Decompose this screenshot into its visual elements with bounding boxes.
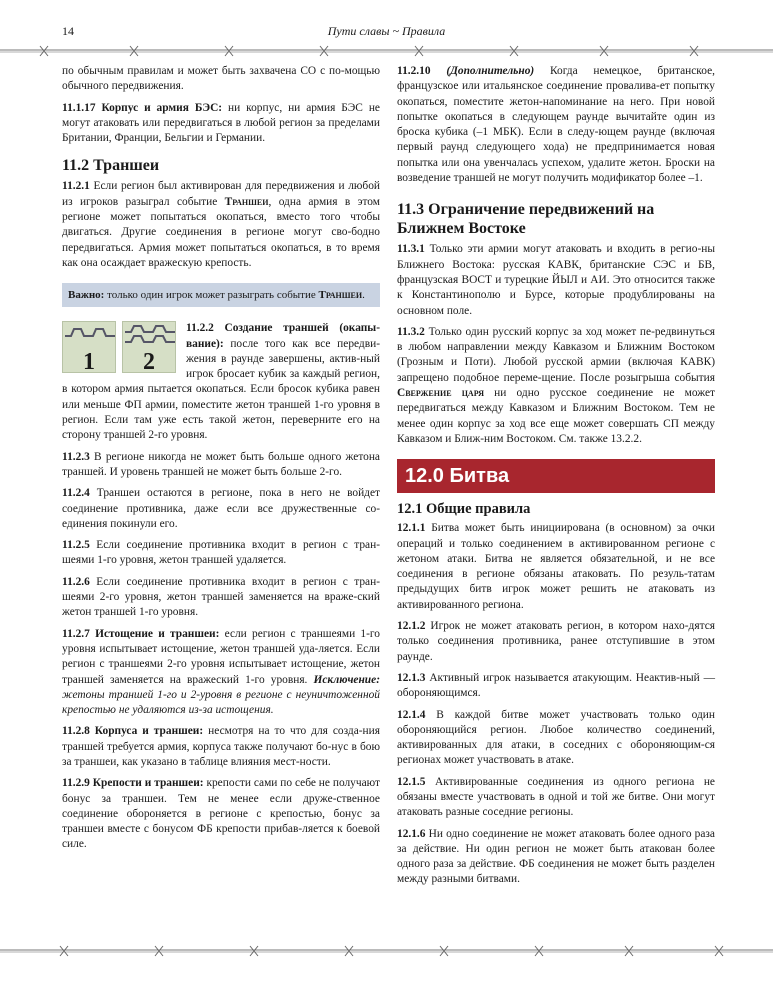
- rule-text: Если соединение противника входит в регион с тран-шеями 2-го уровня, жетон траншей заменяется на враже-ский жетон траншей 1-го уровня.: [62, 575, 380, 619]
- rule-text: В каждой битве может участвовать только один обороняющийся регион. Любое количество соединений, активированных для атаки, в соседних с обороняющим-ся регионах может участвовать в атаке.: [397, 708, 715, 767]
- page-number: 14: [62, 24, 74, 38]
- rule-number: 11.2.8 Корпуса и траншеи:: [62, 725, 204, 738]
- rule-12-1-6: [397, 827, 715, 888]
- rule-12-1-3: [397, 671, 715, 702]
- note-label: Важно:: [68, 289, 105, 302]
- rule-11-2-3: [62, 450, 380, 481]
- rule-number: 12.1.6: [397, 827, 426, 840]
- rule-12-1-1: [397, 521, 715, 613]
- rule-12-1-5: [397, 775, 715, 821]
- trench-marker-level-2: [122, 321, 176, 373]
- rule-text: Активированные соединения из одного региона не обязаны вместе участвовать в одной и той же битве. Они могут атаковать разные соседние регионы.: [397, 775, 715, 819]
- rule-text: Ни одно соединение не может атаковать более одного раза за действие. Ни один регион не может быть атакован более одного раза за действие. ФБ соединения не может быть разделен между разными битвами.: [397, 827, 715, 886]
- rule-11-1-17: [62, 101, 380, 147]
- rule-number: 12.1.1: [397, 522, 426, 535]
- event-name: Траншеи: [224, 195, 269, 208]
- rule-11-3-2: [397, 325, 715, 447]
- section-heading-12-1: 12.1 Общие правила: [397, 501, 531, 518]
- rule-text: Активный игрок называется атакующим. Неактив-ный — обороняющимся.: [397, 671, 715, 700]
- rule-number: 11.2.4: [62, 487, 90, 500]
- rule-text: ни одно русское соединение не может передвигаться между Кавказом и Ближним Востоком. Тем не менее один корпус за ход все еще может совершать СП между Кавказом и Ближ-ним Востоком. См. также 13.2.2.: [397, 387, 715, 445]
- rule-text: после того как все передви-жения в раунде завершены, актив-ный игрок бросает кубик за каждый регион, в котором армия пытается окопаться. Если бросок кубика равен или меньше ФП армии, поместите жетон траншей 1-го уровня в регион. Если там уже есть такой жетон, переверните его на сторону траншей 2-го уровня.: [62, 337, 380, 442]
- rule-11-2-5: [62, 538, 380, 569]
- rule-11-2-4: [62, 486, 380, 532]
- rule-11-2-10: [397, 64, 715, 186]
- rule-11-2-7: [62, 627, 380, 719]
- rule-number: 12.1.5: [397, 775, 426, 788]
- trench-marker-level-1: [62, 321, 116, 373]
- barbed-wire-top: [0, 44, 773, 58]
- rule-text: Только эти армии могут атаковать и входить в регио-ны Ближнего Востока: русская КАВК, британские СЭС и БВ, французская ВОСТ и турецкие ЙЫЛ и АИ. Это относится также к Константинополю и Бурсе, которые продублированы на основном поле.: [397, 243, 715, 317]
- rule-text: Когда немецкое, британское, французское или итальянское соединение проваливa-ет попытку окопаться, поместите жетон-напоминание на него. При новой попытке окопаться в следующем раунде вычитайте один из броска кубика (–1 МБК). Если в следу-ющем раунде (включая первый раунд следующего хода) не предпринимается новая попытка или она увенчалась успехом, удалите жетон. Броски на возведение траншей не могут получить модификатор более –1.: [397, 65, 715, 185]
- rule-number: 11.1.17 Корпус и армия БЭС:: [62, 101, 223, 114]
- rule-number: 12.1.3: [397, 671, 426, 684]
- rule-number: 11.2.10: [397, 65, 431, 77]
- rule-11-2-1: [62, 179, 380, 271]
- rule-11-2-6: [62, 575, 380, 621]
- right-column: [397, 64, 715, 888]
- rule-text: Если соединение противника входит в регион с тран-шеями 1-го уровня, жетон траншей удаляется.: [62, 539, 380, 567]
- rule-number: 11.2.6: [62, 575, 90, 588]
- paragraph-continuation: по обычным правилам и может быть захвачена СО с по-мощью обычного передвижения.: [62, 65, 380, 93]
- rule-number: 12.1.4: [397, 708, 426, 721]
- trench-markers-image: [62, 321, 178, 373]
- rule-number: 11.2.3: [62, 450, 90, 463]
- rule-text: Только один русский корпус за ход может пе-редвинуться в любом направлении между Кавказом и Ближним Востоком (Грозным и Поти). Любой русской армии (включая КАВК) запрещено подобное переме-щение. После розыгрыша события: [397, 325, 715, 384]
- rule-11-2-8: [62, 724, 380, 770]
- marker-level-label: 1: [83, 348, 95, 375]
- note-text: .: [362, 289, 365, 302]
- rule-number: 11.2.5: [62, 539, 90, 552]
- rule-text: несмотря на то что для созда-ния траншей требуется армия, корпуса также получают бо-нус в бою за траншеи, как указано в таблице влияния мест-ности.: [62, 725, 380, 768]
- rule-text: крепости сами по себе не получают бонус за траншеи. Тем не менее если друже-ственное соединение обороняется в регионе с крепостью, бонус за траншеи вместе с бонусом ФБ крепости прибав-ляется к боевой силе.: [62, 777, 380, 851]
- chapter-banner-12: 12.0 Битва: [397, 459, 715, 493]
- event-name: Траншеи: [318, 289, 363, 302]
- rule-12-1-4: [397, 708, 715, 769]
- exception-text: жетоны траншей 1-го и 2-уровня в регионе с неуничтоженной крепостью не удаляются из-за истощения.: [62, 688, 380, 717]
- note-text: только один игрок может разыграть событие: [104, 289, 319, 302]
- rule-number: 11.3.2: [397, 325, 425, 338]
- rule-11-3-1: [397, 242, 715, 318]
- rule-number: 11.2.7 Истощение и траншеи:: [62, 627, 220, 640]
- rule-12-1-2: [397, 619, 715, 665]
- event-name: Свержение царя: [397, 387, 484, 400]
- optional-label: (Дополнительно): [446, 65, 535, 77]
- rule-number: 11.2.1: [62, 180, 90, 193]
- rule-number: 11.2.2 Создание траншей (окапы-вание):: [186, 322, 380, 350]
- rule-number: 11.3.1: [397, 243, 425, 256]
- barbed-wire-bottom: [0, 944, 773, 958]
- rule-text: Битва может быть инициирована (в основном) за очки операций и только соединением в активированном регионе с жетоном атаки. Битва не является обязательной, и не все соединения в регионе обязаны атаковать. По резуль-татам предыдущих битв игрок может решить не атаковать из активированного региона.: [397, 522, 715, 611]
- rule-11-2-9: [62, 776, 380, 852]
- rule-number: 11.2.9 Крепости и траншеи:: [62, 777, 204, 790]
- running-title: Пути славы ~ Правила: [327, 24, 446, 38]
- rule-text: если регион с траншеями 1-го уровня испытывает истощение, жетон траншей уда-ляется. Если регион с траншеями 2-го уровня испытывает истощение, жетон траншей заменяется на вражеский 1-го уровня.: [62, 627, 380, 686]
- rule-text: Траншеи остаются в регионе, пока в него не войдет соединение противника, даже если все дружественные со-единения покинули его.: [62, 487, 380, 530]
- marker-level-label: 2: [143, 348, 155, 375]
- rule-text: , одна армия в этом регионе может попытаться окопаться, вместо того чтобы двигаться. Другие соединения в регионе могут сво-бодно передвигаться. Армия может попытаться окопаться, в то время как она осаждает вражескую крепость.: [62, 195, 380, 269]
- important-note: [62, 283, 380, 307]
- left-column: [62, 64, 380, 853]
- section-heading-11-3: 11.3 Ограничение передвижений на Ближнем Востоке: [397, 201, 655, 238]
- rule-text: Если регион был активирован для передвижения и любой из игроков разыграл событие: [62, 180, 380, 208]
- rule-text: В регионе никогда не может быть больше одного жетона траншей. И уровень траншей не может быть больше 2-го.: [62, 450, 380, 478]
- rule-text: Игрок не может атаковать регион, в котором нахо-дятся только соединения противника, ранее отступившие в этом раунде.: [397, 620, 715, 663]
- exception-label: Исключение:: [313, 673, 380, 686]
- rule-number: 12.1.2: [397, 620, 426, 633]
- rule-text: ни корпус, ни армия БЭС не могут атаковать или передвигаться в любой регион за пределами Британии, Франции, Бельгии и Германии.: [62, 101, 380, 145]
- section-heading-11-2: 11.2 Траншеи: [62, 157, 160, 175]
